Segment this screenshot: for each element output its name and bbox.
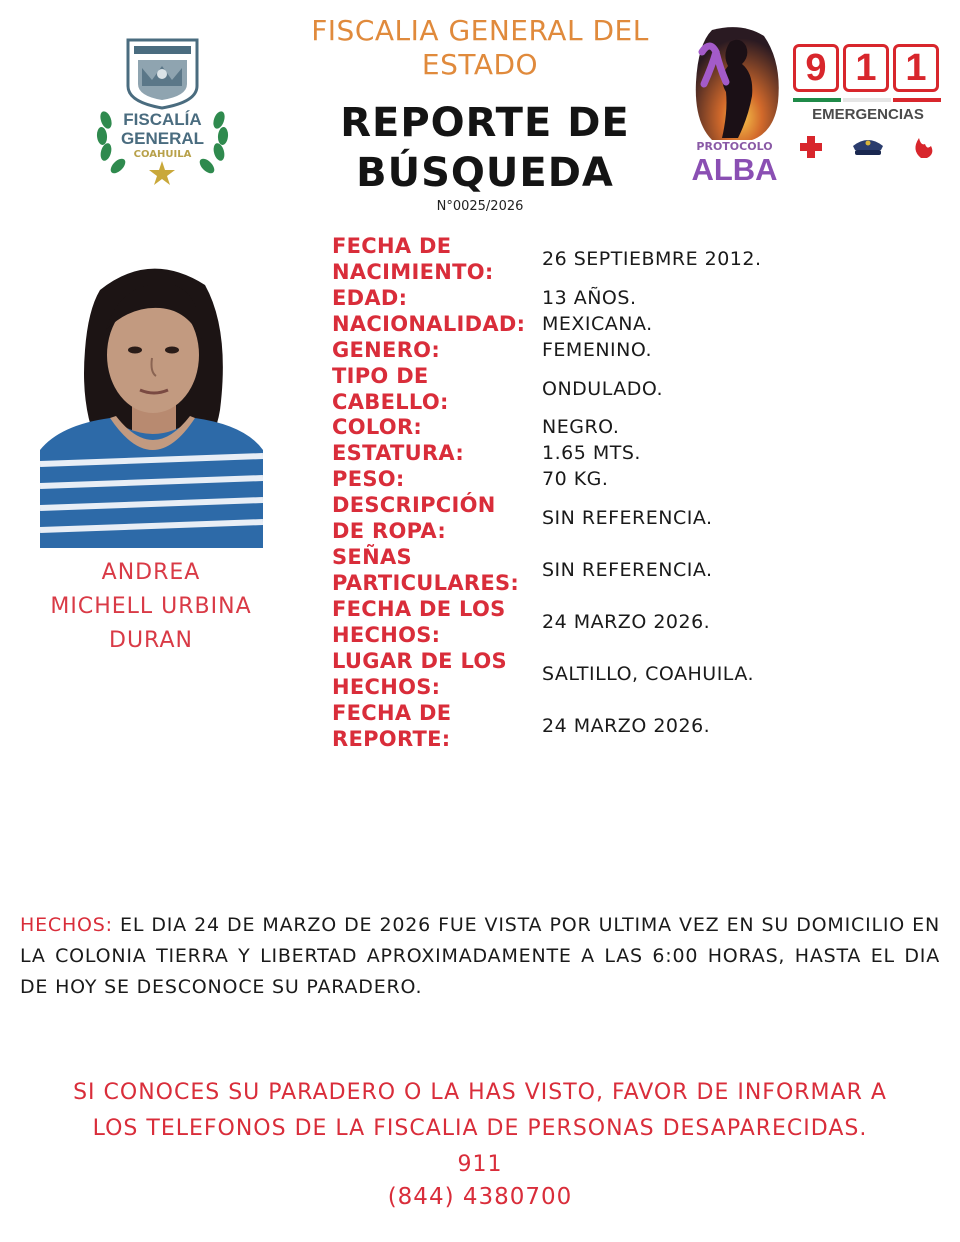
field-row [332, 596, 932, 648]
alba-logo-small-text: PROTOCOLO [696, 140, 773, 153]
field-row [332, 648, 932, 700]
protocolo-alba-logo [682, 22, 787, 187]
field-label: SEÑAS PARTICULARES: [332, 545, 520, 595]
field-value: NEGRO. [542, 416, 620, 438]
call-to-action [20, 1075, 940, 1183]
field-label: COLOR: [332, 415, 423, 439]
field-value: 26 SEPTIEBMRE 2012. [542, 248, 762, 270]
report-number: N°0025/2026 [436, 199, 524, 214]
flag-green-bar [793, 98, 841, 102]
field-value: 1.65 MTS. [542, 442, 641, 464]
field-label: LUGAR DE LOS HECHOS: [332, 649, 507, 699]
person-name-line3: DURAN [109, 628, 193, 653]
person-name-line2: MICHELL URBINA [50, 594, 252, 619]
person-name-line1: ANDREA [101, 560, 201, 585]
fiscalia-logo-line1: FISCALÍA [123, 110, 202, 129]
flag-white-bar [843, 98, 891, 102]
person-portrait-icon [40, 250, 263, 548]
911-digit: 9 [793, 44, 839, 92]
field-value: ONDULADO. [542, 378, 664, 400]
field-label: EDAD: [332, 286, 408, 310]
emergency-services-icons [793, 130, 943, 160]
fiscalia-logo-line2: GENERAL [120, 129, 205, 148]
emergencias-911-logo [793, 44, 943, 164]
fiscalia-logo-line3: COAHUILA [133, 149, 192, 160]
field-label: GENERO: [332, 338, 441, 362]
flag-red-bar [893, 98, 941, 102]
emergencias-label: EMERGENCIAS [812, 106, 924, 123]
call-to-action-line1: SI CONOCES SU PARADERO O LA HAS VISTO, FAVOR DE INFORMAR A [73, 1080, 887, 1105]
field-value: SIN REFERENCIA. [542, 559, 713, 581]
911-digit: 1 [843, 44, 889, 92]
field-row [332, 544, 932, 596]
field-value: 13 AÑOS. [542, 287, 637, 309]
field-label: FECHA DE NACIMIENTO: [332, 234, 494, 284]
agency-name-line2: ESTADO [421, 48, 539, 81]
red-cross-icon [800, 136, 822, 158]
agency-name-line1: FISCALIA GENERAL DEL [311, 14, 649, 47]
agency-name [290, 14, 670, 82]
contact-phone: (844) 4380700 [387, 1184, 573, 1210]
field-row [332, 466, 932, 492]
911-digit: 1 [893, 44, 939, 92]
field-value: 70 KG. [542, 468, 609, 490]
field-value: 24 MARZO 2026. [542, 715, 711, 737]
document-title-line1: REPORTE DE [340, 100, 630, 146]
hechos-text: EL DIA 24 DE MARZO DE 2026 FUE VISTA POR ULTIMA VEZ EN SU DOMICILIO EN LA COLONIA TIERRA Y LIBERTAD APROXIMADAMENTE A LAS 6:00 HORAS, HASTA EL DIA DE HOY SE DESCONOCE SU PARADERO. [20, 914, 940, 998]
field-row [332, 440, 932, 466]
field-value: SIN REFERENCIA. [542, 507, 713, 529]
field-row [332, 492, 932, 544]
woman-silhouette-icon [682, 22, 787, 142]
hechos-paragraph [20, 910, 940, 1003]
911-digits [793, 44, 943, 92]
call-to-action-line2: LOS TELEFONOS DE LA FISCALIA DE PERSONAS DESAPARECIDAS. [92, 1116, 868, 1141]
field-label: PESO: [332, 467, 405, 491]
alba-logo-text: ALBA [691, 152, 778, 187]
field-value: MEXICANA. [542, 313, 653, 335]
field-value: FEMENINO. [542, 339, 653, 361]
field-label: TIPO DE CABELLO: [332, 364, 449, 414]
field-row [332, 337, 932, 363]
hechos-label: HECHOS: [20, 914, 113, 936]
field-row [332, 363, 932, 415]
field-label: FECHA DE REPORTE: [332, 701, 452, 751]
emergency-number: 911 [457, 1152, 503, 1177]
document-title [300, 98, 670, 198]
field-label: NACIONALIDAD: [332, 312, 526, 336]
fire-icon [915, 138, 932, 158]
field-label: FECHA DE LOS HECHOS: [332, 597, 506, 647]
document-title-line2: BÚSQUEDA [356, 150, 614, 196]
field-row [332, 414, 932, 440]
missing-person-photo [40, 250, 263, 548]
field-row [332, 311, 932, 337]
field-row [332, 233, 932, 285]
field-label: DESCRIPCIÓN DE ROPA: [332, 493, 496, 543]
field-value: SALTILLO, COAHUILA. [542, 663, 755, 685]
fiscalia-logo [90, 28, 235, 188]
shield-emblem-icon [90, 28, 235, 188]
field-label: ESTATURA: [332, 441, 465, 465]
field-row [332, 700, 932, 752]
field-row [332, 285, 932, 311]
missing-person-name [20, 556, 282, 658]
field-value: 24 MARZO 2026. [542, 611, 711, 633]
police-cap-icon [853, 140, 883, 155]
